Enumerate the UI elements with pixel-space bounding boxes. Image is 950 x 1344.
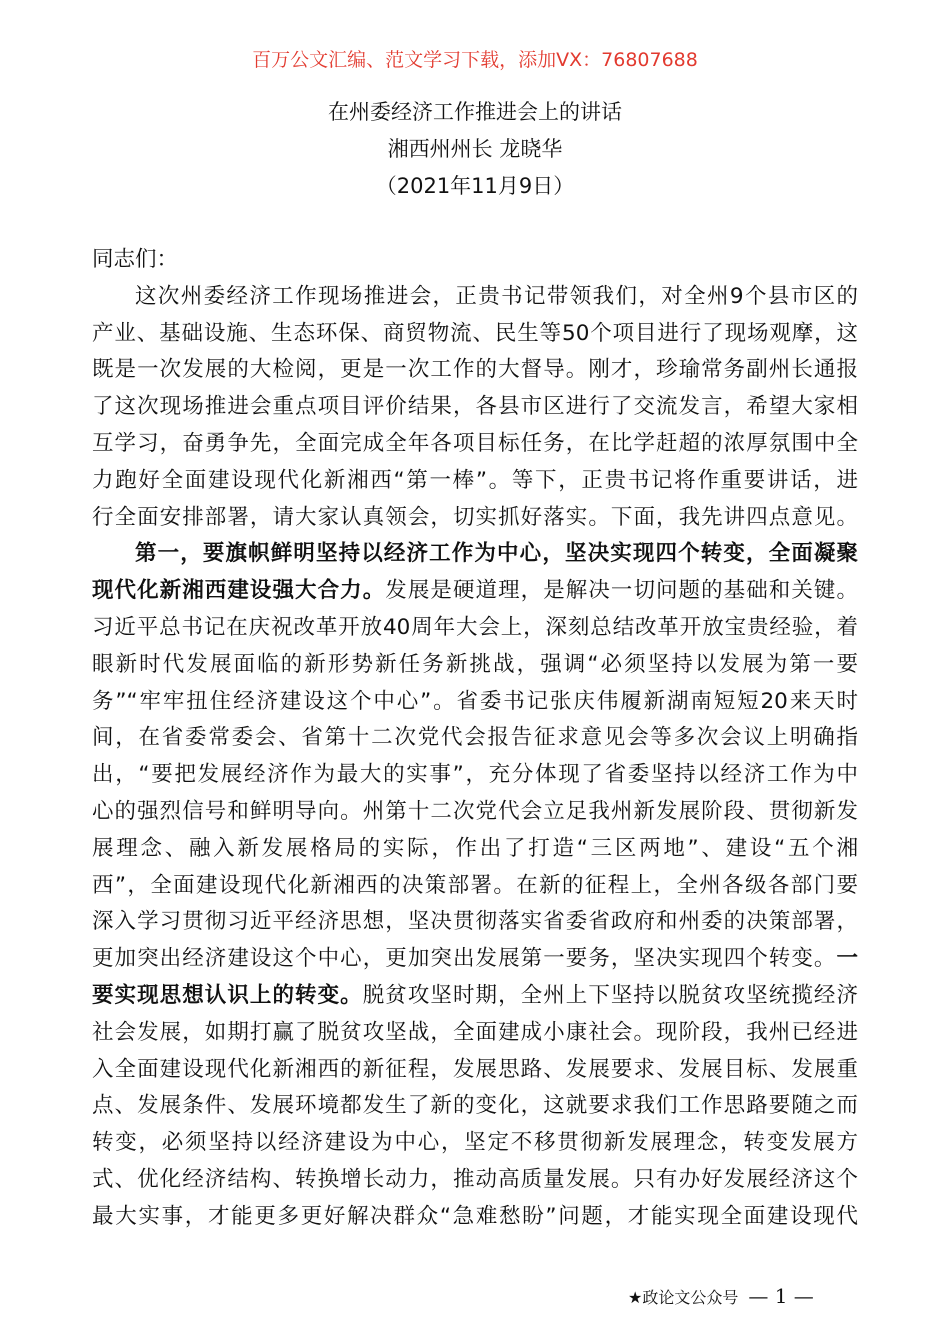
- text-line: [92, 757, 858, 794]
- text-line: [92, 573, 858, 610]
- text-segment: 既是一次发展的大检阅，更是一次工作的大督导。刚才，珍瑜常务副州长通报: [92, 357, 858, 383]
- text-line: [92, 1015, 858, 1052]
- text-segment: 脱贫攻坚时期，全州上下坚持以脱贫攻坚统揽经济: [362, 982, 858, 1008]
- text-segment: 产业、基础设施、生态环保、商贸物流、民生等50个项目进行了现场观摩，这: [92, 320, 858, 346]
- text-line: [92, 868, 858, 905]
- text-line: [92, 500, 858, 537]
- text-segment: 同志们：: [92, 247, 179, 272]
- document-body: [92, 242, 858, 1236]
- text-segment: 入全面建设现代化新湘西的新征程，发展思路、发展要求、发展目标、发展重: [92, 1056, 858, 1082]
- text-line: [92, 463, 858, 500]
- text-line: [92, 647, 858, 684]
- text-line: [92, 352, 858, 389]
- text-line: [92, 684, 858, 721]
- text-segment: 更加突出经济建设这个中心，更加突出发展第一要务，坚决实现四个转变。: [92, 946, 837, 972]
- footer-source: ★政论文公众号: [628, 1288, 739, 1307]
- text-segment: 西”，全面建设现代化新湘西的决策部署。在新的征程上，全州各级各部门要: [92, 872, 858, 898]
- document-author: 湘西州州长 龙晓华: [387, 137, 563, 161]
- text-segment: 眼新时代发展面临的新形势新任务新挑战，强调“必须坚持以发展为第一要: [92, 651, 858, 677]
- bold-text-segment: 要实现思想认识上的转变。: [92, 982, 363, 1008]
- text-line: [92, 904, 858, 941]
- bold-text-segment: 第一，要旗帜鲜明坚持以经济工作为中心，坚决实现四个转变，全面凝聚: [135, 541, 858, 567]
- text-line: [92, 941, 858, 978]
- promo-banner: 百万公文汇编、范文学习下载，添加VX：76807688: [252, 49, 698, 71]
- text-segment: 发展是硬道理，是解决一切问题的基础和关键。: [385, 578, 858, 604]
- text-line: [92, 426, 858, 463]
- bold-text-segment: 现代化新湘西建设强大合力。: [92, 578, 386, 604]
- text-segment: 深入学习贯彻习近平经济思想，坚决贯彻落实省委省政府和州委的决策部署，: [92, 909, 858, 935]
- text-line: [92, 242, 858, 279]
- page-number: — 1 —: [748, 1284, 814, 1308]
- text-line: [92, 1199, 858, 1236]
- text-segment: 务”“牢牢扭住经济建设这个中心”。省委书记张庆伟履新湖南短短20来天时: [92, 688, 858, 714]
- text-line: [92, 316, 858, 353]
- text-segment: 习近平总书记在庆祝改革开放40周年大会上，深刻总结改革开放宝贵经验，着: [92, 614, 858, 640]
- text-line: [92, 1052, 858, 1089]
- text-segment: 间，在省委常委会、省第十二次党代会报告征求意见会等多次会议上明确指: [92, 725, 858, 751]
- page-footer: [628, 1283, 814, 1311]
- text-segment: 转变，必须坚持以经济建设为中心，坚定不移贯彻新发展理念，转变发展方: [92, 1130, 858, 1156]
- text-line: [92, 279, 858, 316]
- text-line: [92, 831, 858, 868]
- bold-text-segment: 一: [836, 946, 858, 972]
- text-segment: 点、发展条件、发展环境都发生了新的变化，这就要求我们工作思路要随之而: [92, 1093, 858, 1119]
- text-line: [92, 978, 858, 1015]
- text-segment: 展理念、融入新发展格局的实际，作出了打造“三区两地”、建设“五个湘: [92, 835, 858, 861]
- text-line: [92, 794, 858, 831]
- text-segment: 最大实事，才能更多更好解决群众“急难愁盼”问题，才能实现全面建设现代: [92, 1203, 858, 1229]
- text-segment: 这次州委经济工作现场推进会，正贵书记带领我们，对全州9个县市区的: [135, 283, 858, 309]
- text-segment: 式、优化经济结构、转换增长动力，推动高质量发展。只有办好发展经济这个: [92, 1166, 858, 1192]
- text-line: [92, 1088, 858, 1125]
- text-line: [92, 536, 858, 573]
- text-line: [92, 610, 858, 647]
- text-line: [92, 389, 858, 426]
- text-segment: 出，“要把发展经济作为最大的实事”，充分体现了省委坚持以经济工作为中: [92, 762, 858, 788]
- text-segment: 互学习，奋勇争先，全面完成全年各项目标任务，在比学赶超的浓厚氛围中全: [92, 430, 858, 456]
- document-title: 在州委经济工作推进会上的讲话: [328, 100, 622, 124]
- text-segment: 心的强烈信号和鲜明导向。州第十二次党代会立足我州新发展阶段、贯彻新发: [92, 798, 858, 824]
- text-segment: 社会发展，如期打赢了脱贫攻坚战，全面建成小康社会。现阶段，我州已经进: [92, 1019, 858, 1045]
- text-line: [92, 1162, 858, 1199]
- text-line: [92, 720, 858, 757]
- text-segment: 了这次现场推进会重点项目评价结果，各县市区进行了交流发言，希望大家相: [92, 394, 858, 420]
- text-segment: 行全面安排部署，请大家认真领会，切实抓好落实。下面，我先讲四点意见。: [92, 504, 858, 530]
- document-date: （2021年11月9日）: [375, 174, 575, 198]
- text-line: [92, 1125, 858, 1162]
- text-segment: 力跑好全面建设现代化新湘西“第一棒”。等下，正贵书记将作重要讲话，进: [92, 467, 858, 493]
